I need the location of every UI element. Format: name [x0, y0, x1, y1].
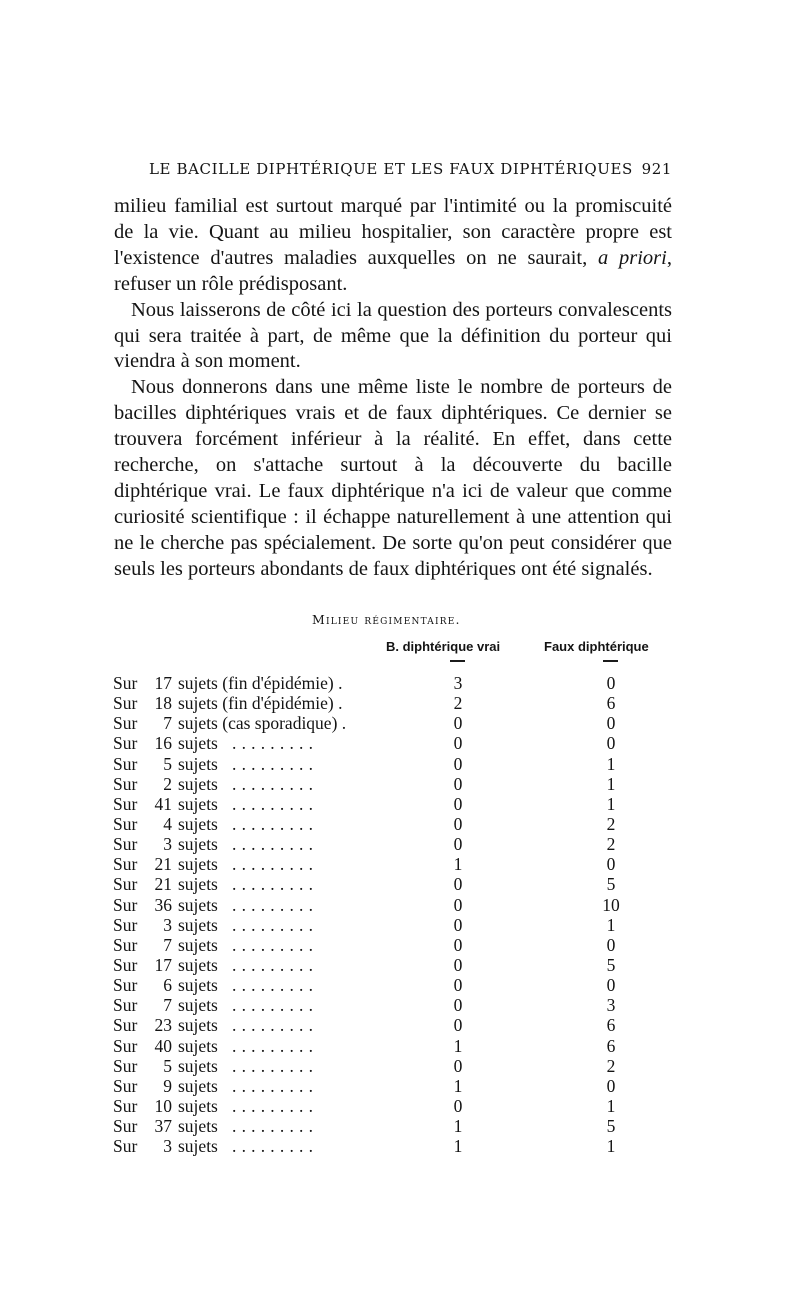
row-faux-value: 6 — [606, 1015, 616, 1036]
row-prefix: Sur — [113, 874, 138, 895]
row-subject-count: 16 — [154, 733, 172, 754]
table-row — [0, 1036, 800, 1056]
row-prefix: Sur — [113, 954, 138, 975]
table-row — [0, 1096, 800, 1116]
row-subject-count: 2 — [163, 773, 172, 794]
row-subject-count: 21 — [154, 854, 172, 875]
leader-dots: ......... — [232, 995, 319, 1016]
table-row — [0, 874, 800, 894]
row-subject-count: 23 — [154, 1015, 172, 1036]
leader-dots: ......... — [232, 954, 319, 975]
row-prefix: Sur — [113, 894, 138, 915]
row-faux-value: 2 — [606, 813, 616, 834]
row-subject-count: 10 — [154, 1095, 172, 1116]
row-subject-count: 7 — [163, 713, 172, 734]
row-prefix: Sur — [113, 934, 138, 955]
leader-dots: ......... — [232, 753, 319, 774]
row-faux-value: 0 — [606, 975, 616, 996]
row-faux-value: 1 — [606, 753, 616, 774]
row-label: sujets — [178, 934, 218, 955]
column-rule-faux — [603, 660, 618, 662]
leader-dots: ......... — [232, 1055, 319, 1076]
table-row — [0, 1015, 800, 1035]
leader-dots: ......... — [232, 1095, 319, 1116]
row-prefix: Sur — [113, 813, 138, 834]
row-vrai-value: 1 — [453, 1035, 463, 1056]
carrier-table — [0, 673, 800, 1156]
row-faux-value: 10 — [602, 894, 620, 915]
row-vrai-value: 0 — [453, 914, 463, 935]
row-faux-value: 5 — [606, 1116, 616, 1137]
leader-dots: ......... — [232, 793, 319, 814]
row-prefix: Sur — [113, 713, 138, 734]
row-subject-count: 21 — [154, 874, 172, 895]
row-vrai-value: 0 — [453, 995, 463, 1016]
table-row — [0, 1056, 800, 1076]
row-vrai-value: 1 — [453, 1075, 463, 1096]
page-number: 921 — [641, 160, 672, 178]
row-prefix: Sur — [113, 914, 138, 935]
table-row — [0, 955, 800, 975]
row-label: sujets — [178, 1136, 218, 1157]
leader-dots: ......... — [232, 1136, 319, 1157]
table-row — [0, 935, 800, 955]
row-label: sujets — [178, 874, 218, 895]
row-prefix: Sur — [113, 854, 138, 875]
row-subject-count: 17 — [154, 673, 172, 693]
paragraph-1: milieu familial est surtout marqué par l'intimité ou la promiscuité de la vie. Quant au milieu hospitalier, son caractère propre est l'existence d'autres maladies auxquelles on ne saurait, a priori, refuser un rôle prédisposant. — [114, 195, 672, 295]
row-faux-value: 1 — [606, 773, 616, 794]
table-row — [0, 975, 800, 995]
row-prefix: Sur — [113, 793, 138, 814]
row-subject-count: 3 — [163, 1136, 172, 1157]
row-prefix: Sur — [113, 1035, 138, 1056]
row-subject-count: 36 — [154, 894, 172, 915]
row-label: sujets — [178, 1095, 218, 1116]
leader-dots: ......... — [232, 1035, 319, 1056]
leader-dots: ......... — [232, 733, 319, 754]
row-label: sujets (cas sporadique) . — [178, 713, 347, 734]
row-subject-count: 41 — [154, 793, 172, 814]
body-text — [114, 194, 672, 583]
row-label: sujets — [178, 733, 218, 754]
leader-dots: ......... — [232, 975, 319, 996]
row-vrai-value: 0 — [453, 713, 463, 734]
row-subject-count: 4 — [163, 813, 172, 834]
paragraph-3: Nous donnerons dans une même liste le nombre de porteurs de bacilles diphtériques vrais et de faux diphtériques. Ce dernier se trouvera forcément inférieur à la réalité. En effet, dans cette recherche, on s'attache surtout à la découverte du bacille diphtérique vrai. Le faux diphtérique n'a ici de valeur que comme curiosité scientifique : il échappe naturellement à une attention qui ne le cherche pas spécialement. De sorte qu'on peut considérer que seuls les porteurs abondants de faux diphtériques ont été signalés. — [114, 376, 672, 580]
row-subject-count: 9 — [163, 1075, 172, 1096]
row-subject-count: 6 — [163, 975, 172, 996]
row-faux-value: 5 — [606, 954, 616, 975]
table-row — [0, 995, 800, 1015]
row-vrai-value: 0 — [453, 975, 463, 996]
row-prefix: Sur — [113, 1136, 138, 1157]
row-vrai-value: 0 — [453, 834, 463, 855]
row-prefix: Sur — [113, 673, 138, 693]
row-faux-value: 6 — [606, 1035, 616, 1056]
row-prefix: Sur — [113, 1015, 138, 1036]
table-row — [0, 673, 800, 693]
row-faux-value: 6 — [606, 693, 616, 714]
table-row — [0, 774, 800, 794]
row-label: sujets — [178, 1116, 218, 1137]
row-faux-value: 2 — [606, 1055, 616, 1076]
row-vrai-value: 0 — [453, 934, 463, 955]
row-label: sujets — [178, 854, 218, 875]
leader-dots: ......... — [232, 934, 319, 955]
table-row — [0, 915, 800, 935]
column-header-faux: Faux diphtérique — [544, 639, 649, 654]
row-faux-value: 1 — [606, 914, 616, 935]
row-vrai-value: 0 — [453, 753, 463, 774]
row-faux-value: 0 — [606, 673, 616, 693]
row-faux-value: 0 — [606, 1075, 616, 1096]
row-faux-value: 0 — [606, 733, 616, 754]
row-subject-count: 7 — [163, 934, 172, 955]
paragraph-2: Nous laisserons de côté ici la question des porteurs convalescents qui sera traitée à part, de même que la définition du porteur qui viendra à son moment. — [114, 298, 672, 373]
leader-dots: ......... — [232, 854, 319, 875]
leader-dots: ......... — [232, 914, 319, 935]
row-subject-count: 5 — [163, 1055, 172, 1076]
table-row — [0, 814, 800, 834]
row-prefix: Sur — [113, 834, 138, 855]
leader-dots: ......... — [232, 894, 319, 915]
row-vrai-value: 0 — [453, 793, 463, 814]
row-faux-value: 1 — [606, 1136, 616, 1157]
row-label: sujets — [178, 753, 218, 774]
row-label: sujets — [178, 1035, 218, 1056]
row-faux-value: 5 — [606, 874, 616, 895]
table-row — [0, 693, 800, 713]
table-row — [0, 1136, 800, 1156]
running-head — [149, 160, 672, 184]
row-subject-count: 40 — [154, 1035, 172, 1056]
running-head-title: LE BACILLE DIPHTÉRIQUE ET LES FAUX DIPHTÉRIQUES — [149, 160, 633, 178]
row-subject-count: 7 — [163, 995, 172, 1016]
row-prefix: Sur — [113, 693, 138, 714]
table-row — [0, 754, 800, 774]
row-label: sujets — [178, 1015, 218, 1036]
row-label: sujets — [178, 914, 218, 935]
row-faux-value: 1 — [606, 793, 616, 814]
row-vrai-value: 0 — [453, 813, 463, 834]
leader-dots: ......... — [232, 813, 319, 834]
table-row — [0, 794, 800, 814]
row-vrai-value: 1 — [453, 1116, 463, 1137]
row-prefix: Sur — [113, 975, 138, 996]
row-faux-value: 0 — [606, 854, 616, 875]
row-subject-count: 5 — [163, 753, 172, 774]
row-vrai-value: 0 — [453, 894, 463, 915]
table-row — [0, 895, 800, 915]
row-prefix: Sur — [113, 773, 138, 794]
row-vrai-value: 0 — [453, 1055, 463, 1076]
row-label: sujets — [178, 954, 218, 975]
leader-dots: ......... — [232, 1075, 319, 1096]
row-prefix: Sur — [113, 1116, 138, 1137]
table-row — [0, 1076, 800, 1096]
column-rule-vrai — [450, 660, 465, 662]
leader-dots: ......... — [232, 1015, 319, 1036]
row-label: sujets — [178, 773, 218, 794]
column-header-vrai: B. diphtérique vrai — [386, 639, 501, 654]
table-row — [0, 1116, 800, 1136]
row-faux-value: 1 — [606, 1095, 616, 1116]
row-label: sujets — [178, 1055, 218, 1076]
table-row — [0, 713, 800, 733]
row-subject-count: 17 — [154, 954, 172, 975]
leader-dots: ......... — [232, 1116, 319, 1137]
row-vrai-value: 0 — [453, 773, 463, 794]
row-prefix: Sur — [113, 733, 138, 754]
row-prefix: Sur — [113, 753, 138, 774]
row-vrai-value: 2 — [453, 693, 463, 714]
row-vrai-value: 0 — [453, 733, 463, 754]
table-section-title: Milieu régimentaire. — [312, 612, 461, 627]
leader-dots: ......... — [232, 874, 319, 895]
row-label: sujets — [178, 834, 218, 855]
table-row — [0, 733, 800, 753]
row-subject-count: 18 — [154, 693, 172, 714]
row-faux-value: 0 — [606, 934, 616, 955]
row-prefix: Sur — [113, 1055, 138, 1076]
row-faux-value: 3 — [606, 995, 616, 1016]
row-vrai-value: 0 — [453, 954, 463, 975]
row-label: sujets (fin d'épidémie) . — [178, 673, 343, 693]
row-vrai-value: 0 — [453, 1015, 463, 1036]
leader-dots: ......... — [232, 834, 319, 855]
row-label: sujets — [178, 793, 218, 814]
row-label: sujets — [178, 995, 218, 1016]
row-label: sujets (fin d'épidémie) . — [178, 693, 343, 714]
row-label: sujets — [178, 1075, 218, 1096]
row-vrai-value: 0 — [453, 874, 463, 895]
row-label: sujets — [178, 813, 218, 834]
row-prefix: Sur — [113, 1075, 138, 1096]
row-subject-count: 3 — [163, 834, 172, 855]
row-vrai-value: 1 — [453, 854, 463, 875]
leader-dots: ......... — [232, 773, 319, 794]
table-row — [0, 834, 800, 854]
row-vrai-value: 0 — [453, 1095, 463, 1116]
table-row — [0, 854, 800, 874]
row-vrai-value: 1 — [453, 1136, 463, 1157]
row-label: sujets — [178, 975, 218, 996]
row-label: sujets — [178, 894, 218, 915]
row-vrai-value: 3 — [453, 673, 463, 693]
row-prefix: Sur — [113, 1095, 138, 1116]
row-prefix: Sur — [113, 995, 138, 1016]
row-subject-count: 37 — [154, 1116, 172, 1137]
row-subject-count: 3 — [163, 914, 172, 935]
row-faux-value: 0 — [606, 713, 616, 734]
row-faux-value: 2 — [606, 834, 616, 855]
